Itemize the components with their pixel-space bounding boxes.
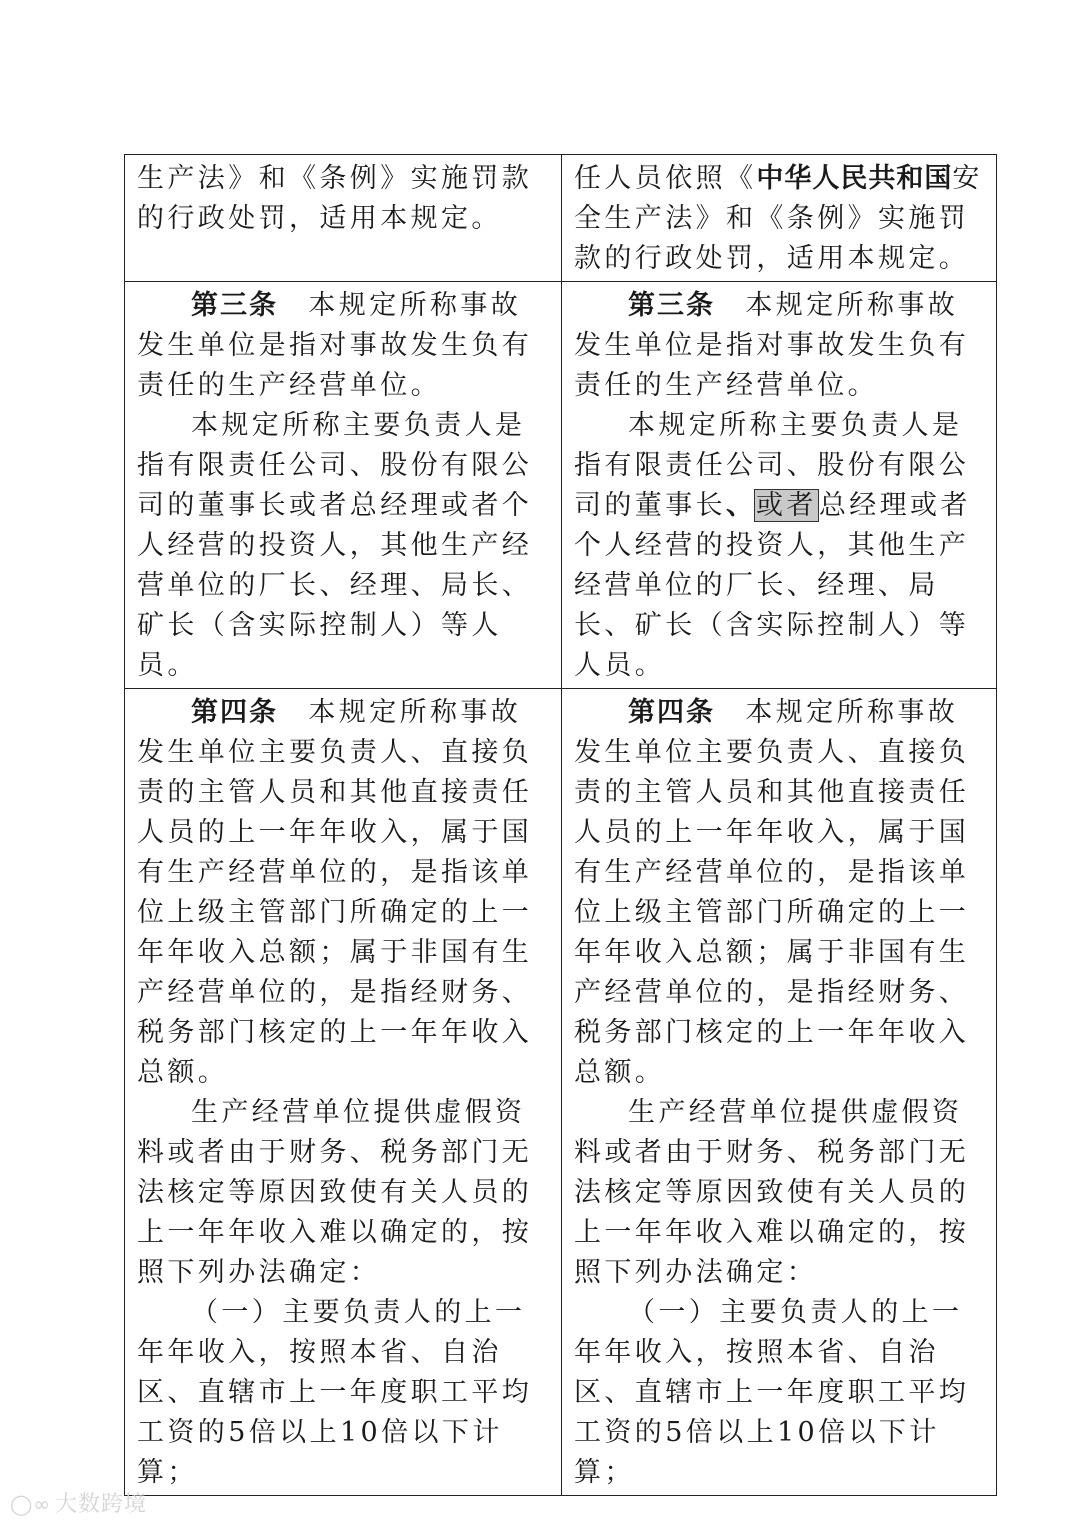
paragraph: 生产经营单位提供虚假资料或者由于财务、税务部门无法核定等原因致使有关人员的上一年年收入难以确定的，按照下列办法确定：	[574, 1097, 970, 1288]
article-heading: 第四条	[628, 697, 715, 728]
article-heading: 第三条	[628, 290, 715, 321]
highlighted-text: 或者	[756, 490, 817, 521]
text-span: 本规定所称事故发生单位主要负责人、直接负责的主管人员和其他直接责任人员的上一年年收入，属于国有生产经营单位的，是指该单位上级主管部门所确定的上一年年收入总额；属于非国有生产经营单位的，是指经财务、税务部门核定的上一年年收入总额。	[574, 697, 970, 1088]
paragraph: （一）主要负责人的上一年年收入，按照本省、自治区、直辖市上一年度职工平均工资的5倍以上10倍以下计算；	[574, 1297, 970, 1488]
paragraph	[574, 159, 984, 279]
paragraph: 生产经营单位提供虚假资料或者由于财务、税务部门无法核定等原因致使有关人员的上一年年收入难以确定的，按照下列办法确定：	[137, 1097, 533, 1288]
bold-text: 、	[726, 490, 754, 521]
text-span: 本规定所称主要负责人是指有限责任公司、股份有限公司的董事长	[574, 410, 970, 521]
table-row	[125, 282, 997, 689]
article-heading: 第四条	[191, 697, 278, 728]
bold-text: 中华人民共和国	[756, 163, 953, 194]
paragraph: 生产法》和《条例》实施罚款的行政处罚，适用本规定。	[137, 163, 533, 234]
right-cell	[562, 689, 997, 1496]
comparison-table	[124, 154, 997, 1496]
text-span: 本规定所称事故发生单位主要负责人、直接负责的主管人员和其他直接责任人员的上一年年收入，属于国有生产经营单位的，是指该单位上级主管部门所确定的上一年年收入总额；属于非国有生产经营单位的，是指经财务、税务部门核定的上一年年收入总额。	[137, 697, 533, 1088]
paragraph	[574, 406, 984, 686]
watermark-text: 大数跨境	[55, 1492, 148, 1517]
wechat-logo-icon: ◯∞	[10, 1492, 52, 1516]
paragraph	[574, 286, 984, 406]
text-span: 安全生产法》和《条例》实施罚款的行政处罚，适用本规定。	[574, 163, 983, 274]
paragraph	[137, 286, 549, 406]
article-heading: 第三条	[191, 290, 278, 321]
left-cell	[125, 155, 562, 282]
text-span: 本规定所称事故发生单位是指对事故发生负有责任的生产经营单位。	[574, 290, 970, 401]
left-cell	[125, 689, 562, 1496]
paragraph: 本规定所称主要负责人是指有限责任公司、股份有限公司的董事长或者总经理或者个人经营的投资人，其他生产经营单位的厂长、经理、局长、矿长（含实际控制人）等人员。	[137, 410, 533, 681]
left-cell	[125, 282, 562, 689]
right-cell	[562, 155, 997, 282]
paragraph	[137, 693, 549, 1093]
paragraph: （一）主要负责人的上一年年收入，按照本省、自治区、直辖市上一年度职工平均工资的5倍以上10倍以下计算；	[137, 1297, 533, 1488]
text-span: 本规定所称事故发生单位是指对事故发生负有责任的生产经营单位。	[137, 290, 533, 401]
paragraph	[574, 693, 984, 1093]
right-cell	[562, 282, 997, 689]
text-span: 总经理或者个人经营的投资人，其他生产经营单位的厂长、经理、局长、矿长（含实际控制人）等人员。	[574, 490, 971, 681]
table-row	[125, 689, 997, 1496]
watermark	[10, 1487, 147, 1518]
table-row	[125, 155, 997, 282]
text-span: 任人员依照《	[574, 163, 757, 194]
